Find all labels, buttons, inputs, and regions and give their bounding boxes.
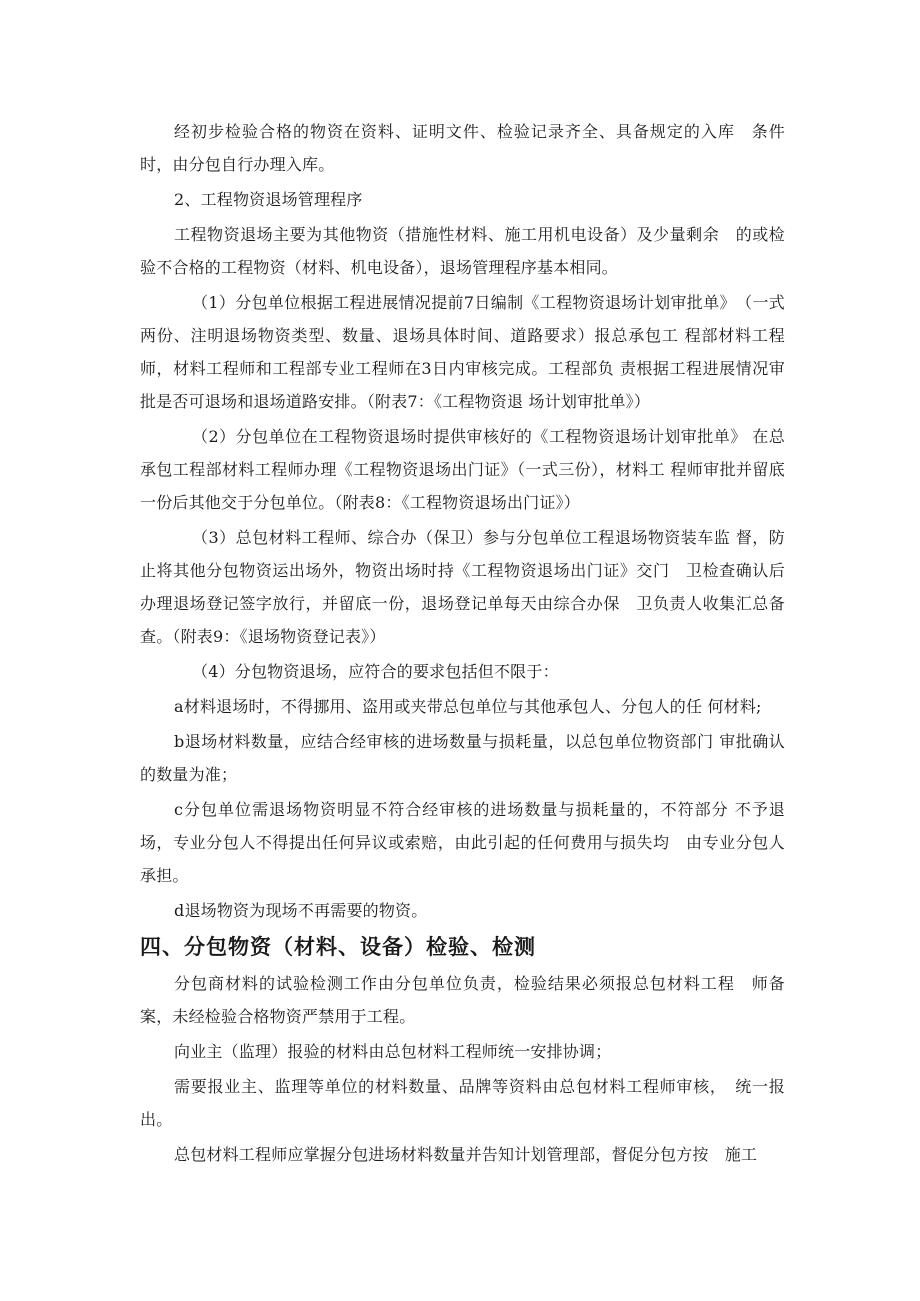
paragraph-step-2: （2）分包单位在工程物资退场时提供审核好的《工程物资退场计划审批单》 在总承包工程部材料工程师办理《工程物资退场出门证》（一式三份），材料工 程师审批并留底一份后其他交于分包单位。（附表8：《工程物资退场出门证》） <box>140 427 785 512</box>
paragraph-warehousing: 经初步检验合格的物资在资料、证明文件、检验记录齐全、具备规定的入库 条件时，由分包自行办理入库。 <box>140 122 785 174</box>
paragraph-testing-responsibility: 分包商材料的试验检测工作由分包单位负责，检验结果必须报总包材料工程 师备案，未经检验合格物资严禁用于工程。 <box>140 974 785 1026</box>
list-item-b: b退场材料数量，应结合经审核的进场数量与损耗量，以总包单位物资部门 审批确认的数量为准； <box>140 732 785 784</box>
paragraph-step-4: （4）分包物资退场，应符合的要求包括但不限于： <box>192 662 559 681</box>
paragraph-step-3: （3）总包材料工程师、综合办（保卫）参与分包单位工程退场物资装车监 督，防止将其他分包物资运出场外，物资出场时持《工程物资退场出门证》交门 卫检查确认后办理退场登记签字放行，并留底一份，退场登记单每天由综合办保 卫负责人收集汇总备查。（附表9：《退场物资登记表》） <box>140 528 785 646</box>
document-body <box>140 115 785 1173</box>
list-item-d: d退场物资为现场不再需要的物资。 <box>174 901 428 920</box>
paragraph-owner-inspection: 向业主（监理）报验的材料由总包材料工程师统一安排协调； <box>174 1042 612 1061</box>
paragraph-step-1: （1）分包单位根据工程进展情况提前7日编制《工程物资退场计划审批单》 （一式两份、注明退场物资类型、数量、退场具体时间、道路要求）报总承包工 程部材料工程师，材料工程师和工程部专业工程师在3日内审核完成。工程部负 责根据工程进展情况审批是否可退场和退场道路安排。（附表7：《工程物资退 场计划审批单》） <box>140 293 785 411</box>
paragraph-exit-scope: 工程物资退场主要为其他物资（措施性材料、施工用机电设备）及少量剩余 的或检验不合格的工程物资（材料、机电设备），退场管理程序基本相同。 <box>140 225 785 277</box>
paragraph-quantity-control: 总包材料工程师应掌握分包进场材料数量并告知计划管理部，督促分包方按 施工 <box>174 1145 758 1164</box>
list-item-c: c分包单位需退场物资明显不符合经审核的进场数量与损耗量的，不符部分 不予退场，专业分包人不得提出任何异议或索赔，由此引起的任何费用与损失均 由专业分包人承担。 <box>140 800 785 885</box>
paragraph-material-review: 需要报业主、监理等单位的材料数量、品牌等资料由总包材料工程师审核， 统一报出。 <box>140 1077 785 1129</box>
list-item-a: a材料退场时，不得挪用、盗用或夹带总包单位与其他承包人、分包人的任 何材料; <box>174 697 762 716</box>
section-heading-inspection: 四、分包物资（材料、设备）检验、检测 <box>140 934 536 959</box>
section-title-exit-procedure: 2、工程物资退场管理程序 <box>174 190 363 209</box>
